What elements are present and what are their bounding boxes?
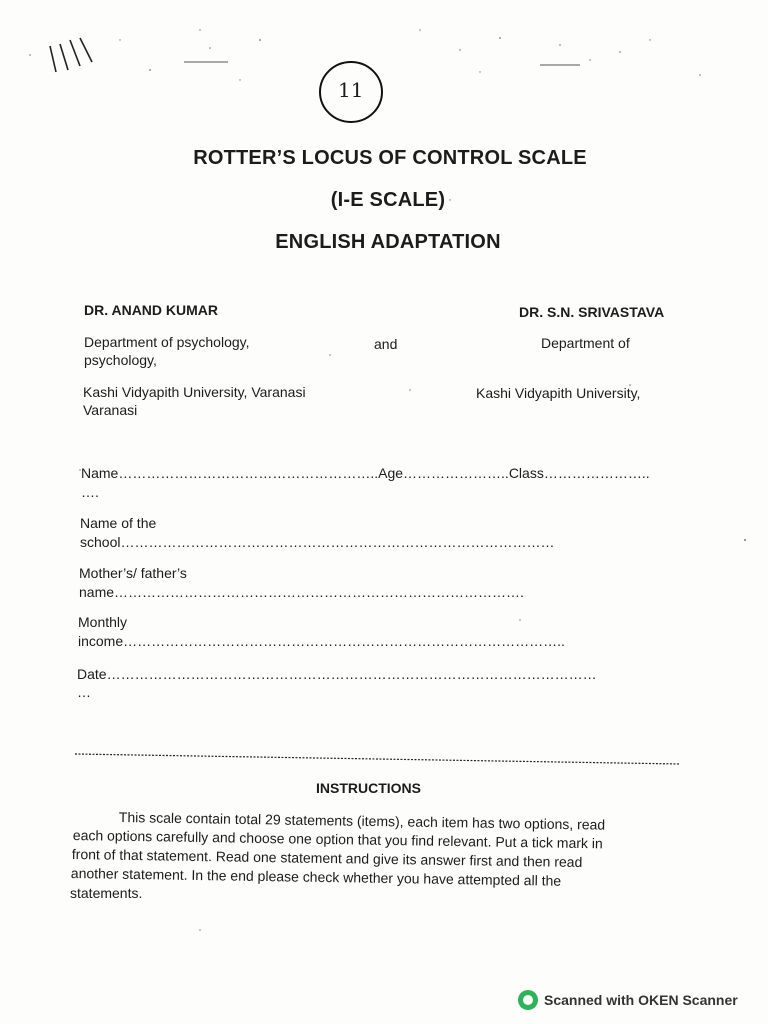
instructions-heading: INSTRUCTIONS — [316, 780, 421, 796]
handwritten-circled-number: 11 — [338, 78, 364, 102]
document-subtitle: (I-E SCALE) — [330, 189, 446, 211]
author-left-dept-cont: psychology, — [84, 352, 157, 368]
author-left-dept: Department of psychology, — [84, 334, 250, 350]
author-right-university: Kashi Vidyapith University, — [476, 385, 641, 401]
date-field-continuation: … — [77, 684, 91, 700]
author-left-university-cont: Varanasi — [83, 402, 138, 418]
corner-tally-marks — [50, 38, 92, 72]
author-conjunction: and — [374, 336, 398, 352]
oken-scanner-logo-icon — [518, 990, 538, 1010]
parent-name-field[interactable]: name……………………………………………………………………………. — [79, 584, 524, 600]
instructions-line-1: This scale contain total 29 statements (items), each item has two options, read — [118, 808, 606, 833]
section-divider — [75, 754, 680, 764]
monthly-income-field[interactable]: income………………………………………………………………………………….. — [78, 633, 565, 649]
scanner-watermark — [518, 990, 738, 1010]
instructions-line-5: statements. — [70, 885, 143, 901]
document-adaptation-title: ENGLISH ADAPTATION — [275, 231, 501, 253]
top-rule-marks — [184, 62, 580, 65]
date-field[interactable]: Date…………………………………………………………………………………………… — [77, 666, 597, 682]
author-left-name: DR. ANAND KUMAR — [84, 302, 219, 318]
document-title: ROTTER’S LOCUS OF CONTROL SCALE — [193, 147, 587, 169]
author-left-university: Kashi Vidyapith University, Varanasi — [83, 384, 306, 400]
school-field[interactable]: school………………………………………………………………………………… — [80, 534, 555, 550]
name-age-class-field[interactable]: Name………………………………………………..Age…………………..Class………………….. — [81, 465, 650, 481]
instructions-line-4: another statement. In the end please check whether you have attempted all the — [70, 864, 562, 889]
parent-field-label: Mother’s/ father’s — [79, 565, 187, 581]
instructions-line-2: each options carefully and choose one option that you find relevant. Put a tick mark in — [72, 826, 603, 852]
school-field-label: Name of the — [80, 515, 157, 531]
author-right-dept: Department of — [541, 335, 630, 351]
income-field-label: Monthly — [78, 614, 128, 630]
instructions-line-3: front of that statement. Read one statement and give its answer first and then read — [71, 845, 583, 871]
scanner-watermark-text: Scanned with OKEN Scanner — [544, 992, 738, 1008]
author-right-name: DR. S.N. SRIVASTAVA — [519, 304, 665, 320]
name-field-continuation: …. — [81, 484, 99, 500]
